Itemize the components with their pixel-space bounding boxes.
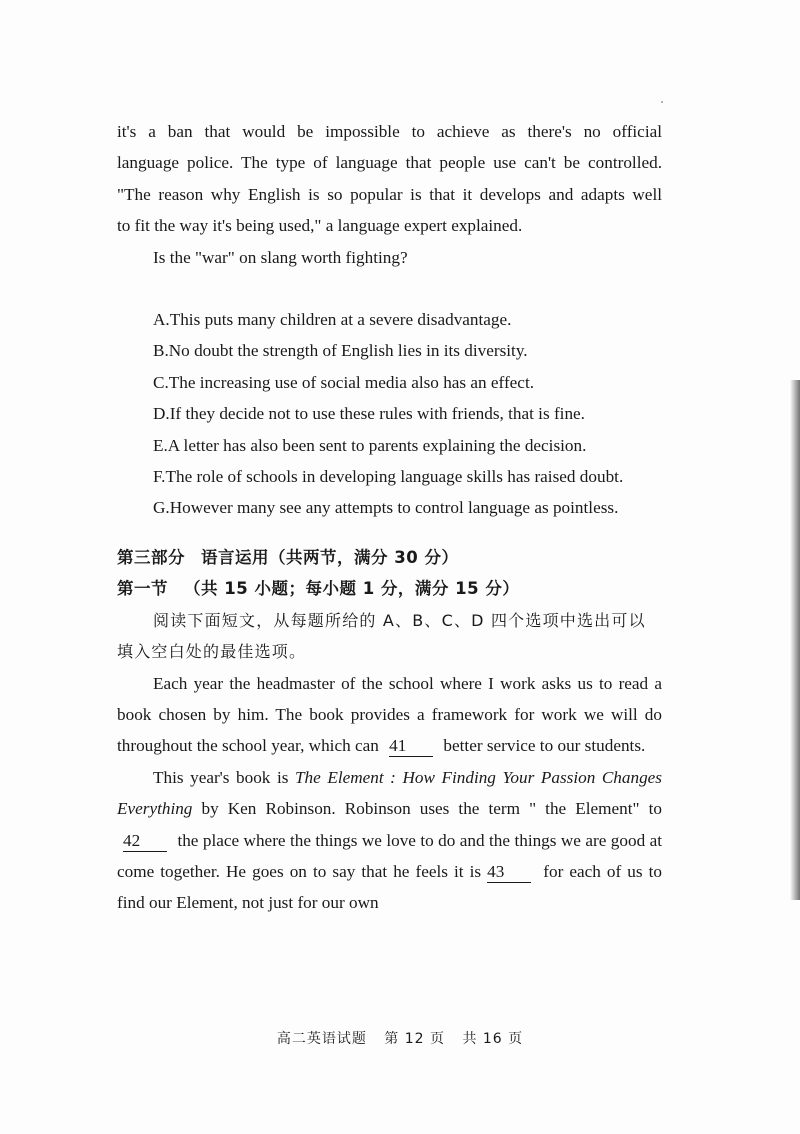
- instruction-text: 阅读下面短文，从每题所给的 A、B、C、D 四个选项中选出可以填入空白处的最佳选项。: [117, 610, 646, 662]
- option-item: B.No doubt the strength of English lies in its diversity.: [153, 341, 528, 361]
- cloze-text: better service to our students.: [443, 736, 646, 756]
- cloze-paragraph: [117, 762, 662, 919]
- blank-43: 43: [487, 862, 531, 883]
- section-subtitle: （共 15 小题；每小题 1 分，满分 15 分）: [184, 579, 520, 599]
- footer-total: 共 16 页: [462, 1031, 524, 1047]
- option-item: D.If they decide not to use these rules with friends, that is fine.: [153, 404, 585, 424]
- passage-ending: [117, 116, 662, 273]
- page-footer: [0, 1028, 800, 1048]
- cloze-paragraph: [117, 668, 662, 762]
- part-subtitle: 语言运用（共两节，满分 30 分）: [201, 547, 459, 567]
- part-title: 第三部分: [117, 547, 185, 567]
- option-item: F.The role of schools in developing language skills has raised doubt.: [153, 467, 624, 487]
- passage-line: language police. The type of language that people use can't be controlled.: [117, 153, 662, 173]
- option-item: A.This puts many children at a severe disadvantage.: [153, 310, 512, 330]
- cloze-text: by Ken Robinson. Robinson uses the term " the Element" to: [201, 799, 662, 819]
- options-list: [117, 304, 662, 524]
- spacer: [117, 273, 662, 304]
- cloze-passage: [117, 668, 662, 919]
- option-item: G.However many see any attempts to control language as pointless.: [153, 498, 619, 518]
- footer-subject: 高二英语试题: [276, 1031, 367, 1047]
- cloze-text: for each of us to find our Element, not just for our own: [117, 861, 663, 913]
- cloze-text: This year's book is: [153, 767, 289, 787]
- scan-shadow-edge: [790, 380, 800, 900]
- option-item: C.The increasing use of social media also has an effect.: [153, 372, 535, 392]
- book-title: The Element : How Finding Your Passion Changes Everything: [117, 767, 662, 819]
- section-title: 第一节: [117, 579, 168, 599]
- section-heading: [117, 573, 662, 604]
- part-heading: [117, 542, 662, 573]
- cloze-text: the place where the things we love to do and the things we are good at come together. He goes on to say that he feels it is: [117, 830, 662, 881]
- scan-speck: [661, 101, 663, 103]
- blank-42: 42: [123, 831, 167, 852]
- passage-line: to fit the way it's being used," a language expert explained.: [117, 216, 523, 236]
- section-three: [117, 542, 662, 668]
- blank-41: 41: [389, 736, 433, 757]
- spacer: [117, 524, 662, 542]
- passage-line: it's a ban that would be impossible to achieve as there's no official: [117, 122, 662, 141]
- footer-page: 第 12 页: [384, 1031, 445, 1047]
- option-item: E.A letter has also been sent to parents explaining the decision.: [153, 435, 587, 455]
- passage-line: "The reason why English is so popular is that it develops and adapts well: [117, 184, 662, 204]
- passage-question: Is the "war" on slang worth fighting?: [153, 247, 408, 267]
- cloze-text: Each year the headmaster of the school where I work asks us to read a book chosen by him. The book provides a framework for work we will do throughout the school year, which can: [117, 673, 662, 756]
- page-content: [117, 116, 662, 919]
